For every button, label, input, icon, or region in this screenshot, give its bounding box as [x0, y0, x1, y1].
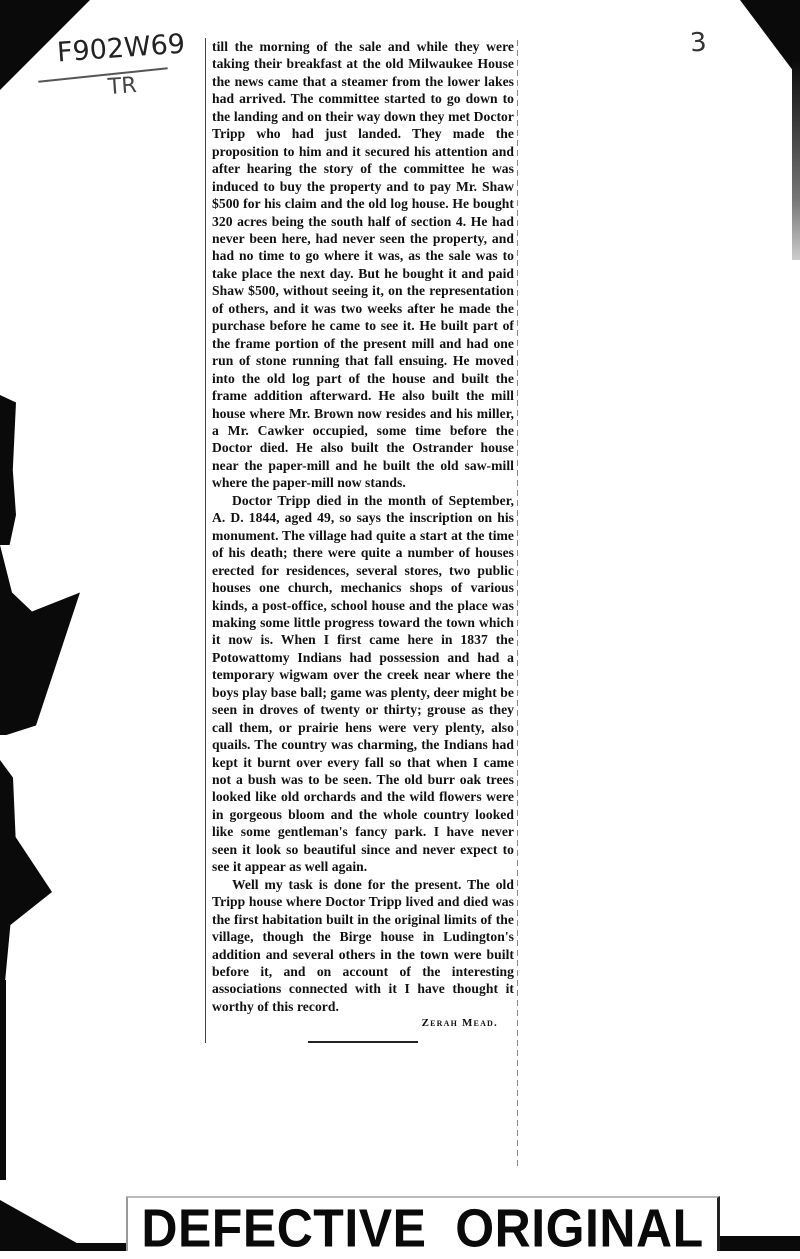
end-rule	[308, 1041, 418, 1043]
scan-edge-right	[792, 60, 800, 260]
article-paragraph-2: Doctor Tripp died in the month of September, A. D. 1844, aged 49, so says the inscription on his monument. The village had quite a start at the time of his death; there were quite a number of houses erected for residences, several stores, two public houses one church, mechanics shops of various kinds, a post-office, school house and the place was making some little progress toward the town which it now is. When I first came here in 1837 the Potowattomy Indians had possession and had a temporary wigwam over the creek near where the boys play base ball; game was plenty, deer might be seen in droves of twenty or thirty; grouse as they call them, or prairie hens were very plenty, also quails. The country was charming, the Indians had kept it burnt over every fall so that when I came not a bush was to be seen. The old burr oak trees looked like old orchards and the wild flowers were in gorgeous bloom and the whole country looked like some gentleman's fancy park. I have never seen it look so beautiful since and never expect to see it appear as well again.	[212, 492, 514, 875]
scan-edge-left-1	[0, 395, 16, 545]
handwritten-underline	[38, 67, 167, 83]
article-paragraph-1: till the morning of the sale and while they were taking their breakfast at the old Milwaukee House the news came that a steamer from the lower lakes had arrived. The committee started to go down to the landing and on their way down they met Doctor Tripp who had just landed. They made the proposition to him and it secured his attention and after hearing the story of the committee he was induced to buy the property and to pay Mr. Shaw $500 for his claim and the old log house. He bought 320 acres being the south half of section 4. He had never been here, had never seen the property, and had no time to go where it was, as the sale was to take place the next day. But he bought it and paid Shaw $500, without seeing it, on the representation of others, and it was two weeks after he made the purchase before he came to see it. He built part of the frame portion of the present mill and had one run of stone running that fall ensuing. He moved into the old log part of the house and built the frame addition afterward. He also built the mill house where Mr. Brown now resides and his miller, a Mr. Cawker occupied, some time before the Doctor died. He also built the Ostrander house near the paper-mill and he built the old saw-mill where the paper-mill now stands.	[212, 39, 514, 491]
handwritten-reference-sub: TR	[107, 73, 138, 100]
defective-original-stamp	[126, 1196, 720, 1258]
author-signature: Zerah Mead.	[421, 1017, 498, 1030]
scan-edge-top-right	[740, 0, 800, 80]
scan-edge-left-2	[0, 545, 80, 735]
article-paragraph-3: Well my task is done for the present. The old Tripp house where Doctor Tripp lived and died was the first habitation built in the original limits of the village, though the Birge house in Ludington's addition and several others in the town were built before it, and on account of the interesting associations connected with it I have thought it worthy of this record.	[212, 876, 514, 1014]
stamp-label: DEFECTIVE ORIGINAL	[141, 1197, 704, 1258]
scan-edge-left-4	[0, 980, 6, 1180]
scan-edge-left-3	[0, 760, 52, 980]
handwritten-page-number: 3	[688, 27, 708, 59]
newspaper-column	[205, 38, 518, 1043]
handwritten-reference-code: F902W69	[56, 28, 187, 69]
scan-edge-bottom-right	[720, 1236, 800, 1251]
